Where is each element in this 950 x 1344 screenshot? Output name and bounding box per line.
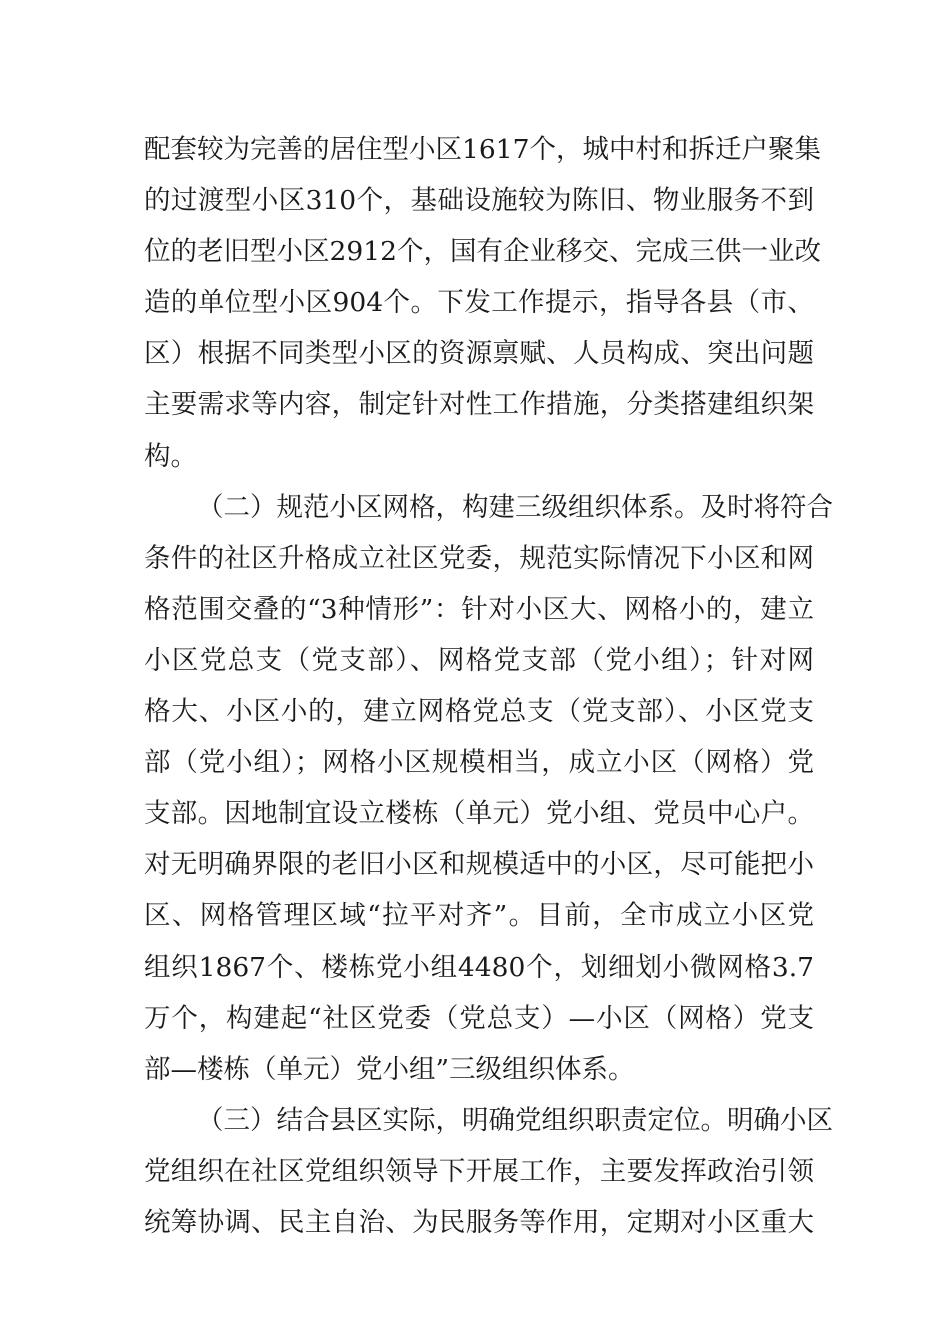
text-line: 条件的社区升格成立社区党委，规范实际情况下小区和网 [144, 542, 814, 574]
text-line: 对无明确界限的老旧小区和规模适中的小区，尽可能把小 [144, 849, 814, 881]
text-line: 万个，构建起“社区党委（党总支）—小区（网格）党支 [144, 1002, 814, 1034]
text-line: 位的老旧型小区2912个，国有企业移交、完成三供一业改 [144, 236, 821, 268]
text-line: 党组织在社区党组织领导下开展工作，主要发挥政治引领 [144, 1155, 814, 1187]
text-line: 格范围交叠的“3种情形”：针对小区大、网格小的，建立 [144, 593, 814, 625]
text-line: 造的单位型小区904个。下发工作提示，指导各县（市、 [144, 287, 814, 319]
text-line: 主要需求等内容，制定针对性工作措施，分类搭建组织架 [144, 389, 814, 421]
text-line: 统筹协调、民主自治、为民服务等作用，定期对小区重大 [144, 1206, 814, 1238]
section-heading-line: （二）规范小区网格，构建三级组织体系。及时将符合 [197, 491, 833, 523]
text-line: 区、网格管理区域“拉平对齐”。目前，全市成立小区党 [144, 900, 814, 932]
text-line: 区）根据不同类型小区的资源禀赋、人员构成、突出问题 [144, 338, 814, 370]
text-line: 构。 [144, 440, 197, 472]
body-text [144, 124, 833, 1248]
text-line: 格大、小区小的，建立网格党总支（党支部）、小区党支 [144, 696, 814, 728]
section-heading-line: （三）结合县区实际，明确党组织职责定位。明确小区 [197, 1104, 833, 1136]
text-line: 小区党总支（党支部）、网格党支部（党小组）；针对网 [144, 644, 814, 676]
text-line: 组织1867个、楼栋党小组4480个，划细划小微网格3.7 [144, 951, 814, 983]
text-line: 配套较为完善的居住型小区1617个，城中村和拆迁户聚集 [144, 134, 821, 165]
text-line: 支部。因地制宜设立楼栋（单元）党小组、党员中心户。 [144, 798, 814, 830]
text-line: 的过渡型小区310个，基础设施较为陈旧、物业服务不到 [144, 185, 814, 217]
text-line: 部—楼栋（单元）党小组”三级组织体系。 [144, 1053, 635, 1085]
text-line: 部（党小组）；网格小区规模相当，成立小区（网格）党 [144, 747, 814, 779]
